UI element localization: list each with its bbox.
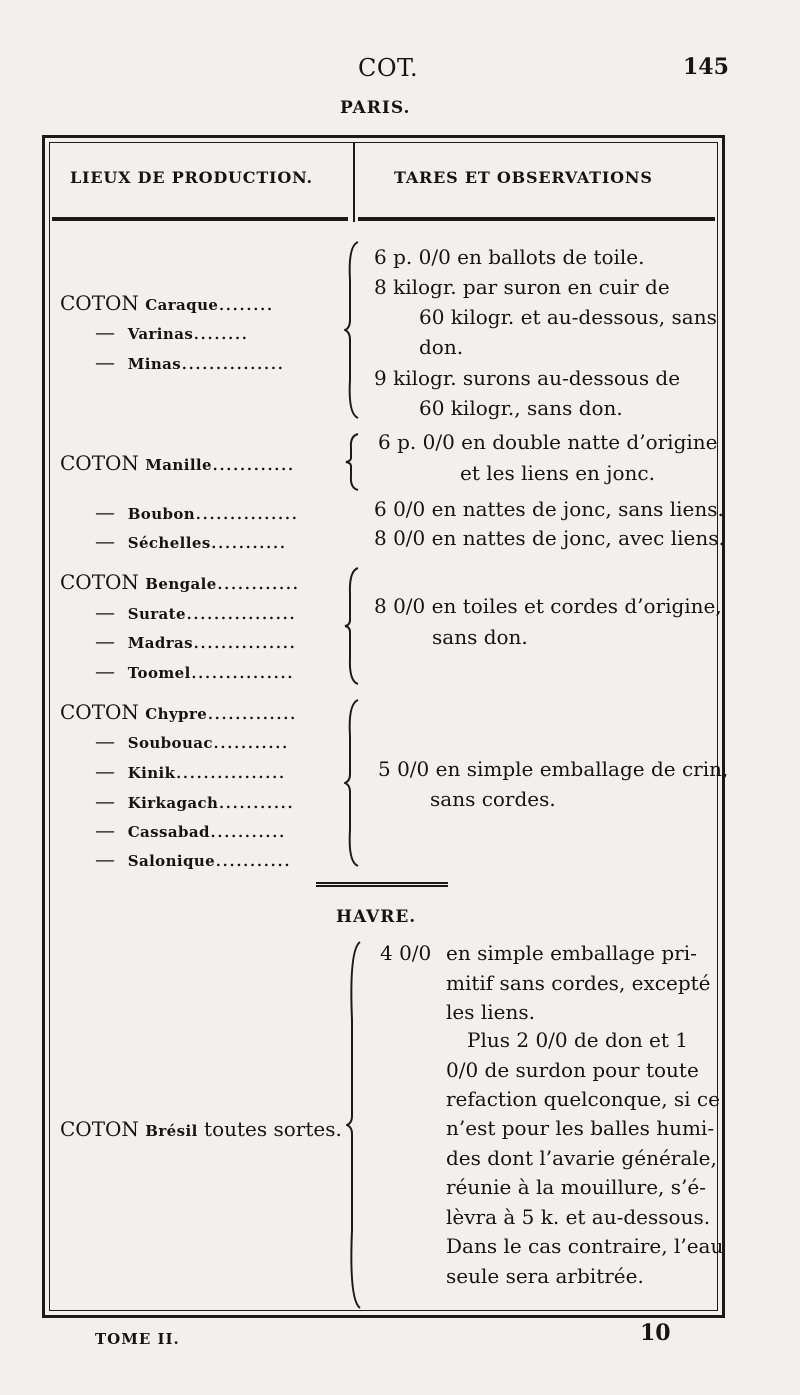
tare-line: don. <box>419 335 464 359</box>
tare-line: refaction quelconque, si ce <box>446 1087 720 1111</box>
tare-line: 0/0 de surdon pour toute <box>446 1058 699 1082</box>
header-rule <box>52 217 348 221</box>
tare-line: 8 kilogr. par suron en cuir de <box>374 275 670 299</box>
brace-icon <box>344 698 360 868</box>
brace-icon <box>344 240 360 420</box>
tare-line: 6 0/0 en nattes de jonc, sans liens. <box>374 497 724 521</box>
section-heading-havre: HAVRE. <box>336 907 417 927</box>
place-row: — Kinik................ <box>95 759 286 783</box>
column-divider <box>353 142 355 222</box>
place-row: COTON Bengale............ <box>60 570 299 594</box>
tare-line: lèvra à 5 k. et au-dessous. <box>446 1205 711 1229</box>
tare-line: des dont l’avarie générale, <box>446 1146 717 1170</box>
place-row: COTON Chypre............. <box>60 700 297 724</box>
signature-mark: 10 <box>640 1320 671 1346</box>
column-header-places: LIEUX DE PRODUCTION. <box>70 168 313 187</box>
place-row: COTON Brésil toutes sortes. <box>60 1117 342 1141</box>
section-heading-paris: PARIS. <box>340 98 411 118</box>
tare-line: n’est pour les balles humi- <box>446 1116 715 1140</box>
place-row: — Minas............... <box>95 350 284 374</box>
column-header-tares: TARES ET OBSERVATIONS <box>394 168 653 187</box>
tare-line: Plus 2 0/0 de don et 1 <box>467 1028 689 1052</box>
brace-icon <box>344 566 360 686</box>
brace-icon <box>344 432 360 492</box>
page-number: 145 <box>683 54 729 80</box>
place-row: COTON Manille............ <box>60 451 295 475</box>
tare-line: 8 0/0 en nattes de jonc, avec liens. <box>374 526 725 550</box>
place-row: — Toomel............... <box>95 659 294 683</box>
place-row: — Boubon............... <box>95 500 298 524</box>
tare-line: 9 kilogr. surons au-dessous de <box>374 366 681 390</box>
tare-line: et les liens en jonc. <box>460 461 655 485</box>
tare-line: réunie à la mouillure, s’é- <box>446 1175 706 1199</box>
tare-line: en simple emballage pri- <box>446 941 697 965</box>
tare-line: 5 0/0 en simple emballage de crin, <box>378 757 729 781</box>
header-rule <box>358 217 715 221</box>
place-row: — Madras............... <box>95 629 296 653</box>
place-row: — Soubouac........... <box>95 729 289 753</box>
place-row: — Séchelles........... <box>95 529 287 553</box>
tare-line: Dans le cas contraire, l’eau <box>446 1234 724 1258</box>
place-row: — Kirkagach........... <box>95 789 294 813</box>
footer-tome: TOME II. <box>95 1330 180 1348</box>
tare-line: seule sera arbitrée. <box>446 1264 644 1288</box>
tare-line: 4 0/0 <box>380 941 432 965</box>
place-row: — Cassabad........... <box>95 818 286 842</box>
tare-line: mitif sans cordes, excepté <box>446 971 711 995</box>
tare-line: les liens. <box>446 1000 535 1024</box>
tare-line: 60 kilogr., sans don. <box>419 396 623 420</box>
tare-line: sans don. <box>432 625 528 649</box>
section-rule <box>316 882 448 887</box>
place-row: — Varinas........ <box>95 320 249 344</box>
tare-line: 6 p. 0/0 en double natte d’origine <box>378 430 718 454</box>
place-row: — Surate................ <box>95 600 296 624</box>
place-row: COTON Caraque........ <box>60 291 274 315</box>
tare-line: 60 kilogr. et au-dessous, sans <box>419 305 717 329</box>
tare-line: sans cordes. <box>430 787 556 811</box>
tare-line: 8 0/0 en toiles et cordes d’origine, <box>374 594 722 618</box>
brace-icon <box>346 940 362 1310</box>
running-head: COT. <box>358 54 419 82</box>
place-row: — Salonique........... <box>95 847 291 871</box>
tare-line: 6 p. 0/0 en ballots de toile. <box>374 245 645 269</box>
